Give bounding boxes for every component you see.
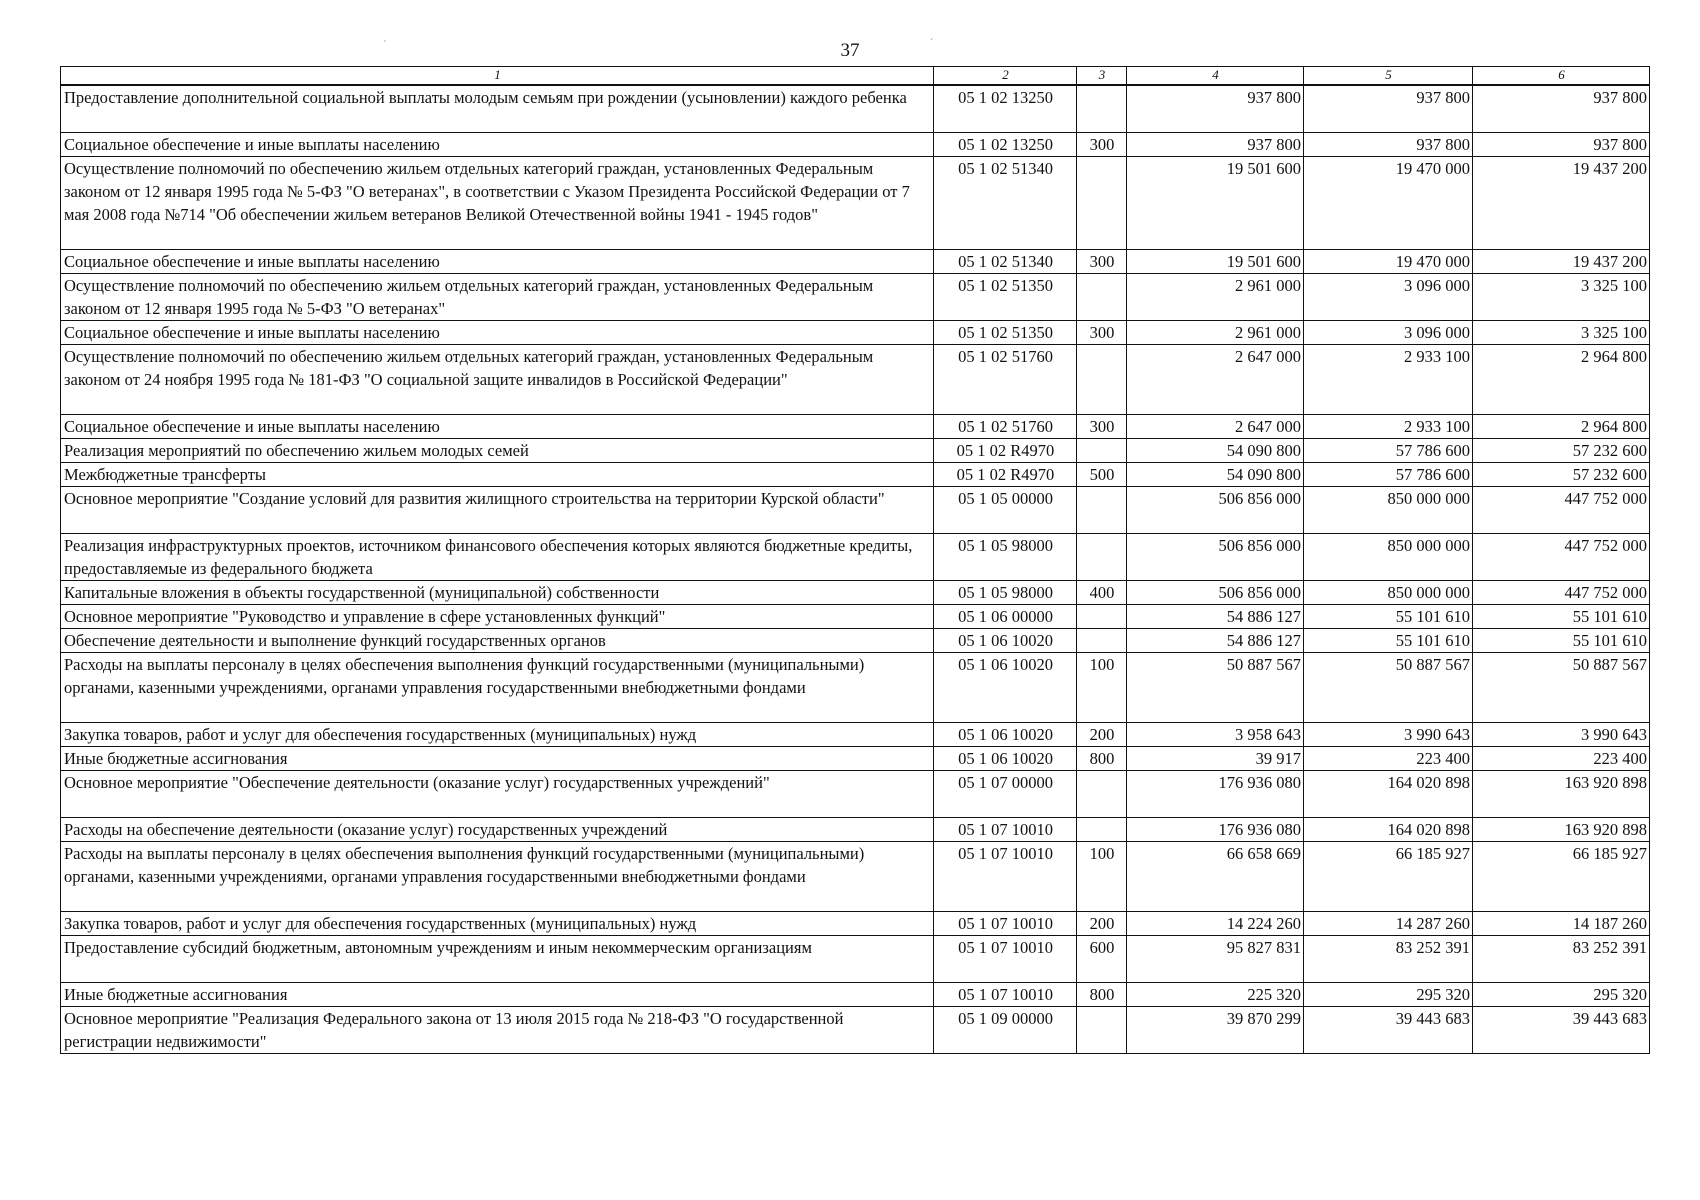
- table-row: [61, 771, 1650, 818]
- cell-code: 05 1 02 51350: [934, 321, 1077, 345]
- cell-name: Иные бюджетные ассигнования: [61, 983, 934, 1007]
- cell-value-5: 14 287 260: [1304, 912, 1473, 936]
- cell-value-4: 225 320: [1127, 983, 1304, 1007]
- table-row: [61, 534, 1650, 581]
- cell-value-4: 506 856 000: [1127, 534, 1304, 581]
- cell-value-5: 3 096 000: [1304, 274, 1473, 321]
- cell-value-5: 164 020 898: [1304, 771, 1473, 818]
- cell-code: 05 1 06 10020: [934, 653, 1077, 723]
- cell-type: 400: [1077, 581, 1127, 605]
- cell-code: 05 1 02 13250: [934, 85, 1077, 133]
- cell-value-5: 850 000 000: [1304, 534, 1473, 581]
- cell-value-6: 57 232 600: [1473, 439, 1650, 463]
- cell-type: [1077, 274, 1127, 321]
- cell-value-6: 937 800: [1473, 85, 1650, 133]
- cell-name: Расходы на выплаты персоналу в целях обеспечения выполнения функций государственными (муниципальными) органами, казенными учреждениями, органами управления государственными внебюджетными фондами: [61, 842, 934, 912]
- cell-type: 300: [1077, 133, 1127, 157]
- table-row: [61, 439, 1650, 463]
- cell-code: 05 1 07 10010: [934, 983, 1077, 1007]
- cell-value-5: 3 096 000: [1304, 321, 1473, 345]
- cell-code: 05 1 06 10020: [934, 747, 1077, 771]
- cell-type: 200: [1077, 723, 1127, 747]
- cell-value-4: 2 647 000: [1127, 415, 1304, 439]
- cell-value-6: 57 232 600: [1473, 463, 1650, 487]
- cell-value-6: 163 920 898: [1473, 771, 1650, 818]
- cell-value-6: 39 443 683: [1473, 1007, 1650, 1054]
- cell-value-5: 2 933 100: [1304, 415, 1473, 439]
- table-row: [61, 85, 1650, 133]
- cell-type: [1077, 487, 1127, 534]
- cell-value-6: 55 101 610: [1473, 629, 1650, 653]
- cell-name: Основное мероприятие "Обеспечение деятельности (оказание услуг) государственных учреждений": [61, 771, 934, 818]
- cell-value-6: 19 437 200: [1473, 250, 1650, 274]
- cell-type: 300: [1077, 250, 1127, 274]
- cell-value-6: 3 990 643: [1473, 723, 1650, 747]
- cell-value-6: 163 920 898: [1473, 818, 1650, 842]
- budget-table: [60, 66, 1650, 1054]
- cell-code: 05 1 05 98000: [934, 534, 1077, 581]
- cell-value-5: 295 320: [1304, 983, 1473, 1007]
- cell-value-4: 39 870 299: [1127, 1007, 1304, 1054]
- cell-code: 05 1 07 10010: [934, 818, 1077, 842]
- table-row: [61, 274, 1650, 321]
- cell-name: Социальное обеспечение и иные выплаты населению: [61, 250, 934, 274]
- cell-value-4: 2 647 000: [1127, 345, 1304, 415]
- table-row: [61, 842, 1650, 912]
- cell-value-6: 50 887 567: [1473, 653, 1650, 723]
- cell-name: Социальное обеспечение и иные выплаты населению: [61, 133, 934, 157]
- cell-name: Капитальные вложения в объекты государственной (муниципальной) собственности: [61, 581, 934, 605]
- table-row: [61, 463, 1650, 487]
- cell-value-4: 2 961 000: [1127, 274, 1304, 321]
- cell-value-4: 50 887 567: [1127, 653, 1304, 723]
- table-row: [61, 157, 1650, 250]
- cell-value-4: 3 958 643: [1127, 723, 1304, 747]
- cell-code: 05 1 02 R4970: [934, 439, 1077, 463]
- cell-value-6: 3 325 100: [1473, 321, 1650, 345]
- cell-code: 05 1 02 51340: [934, 250, 1077, 274]
- cell-value-4: 506 856 000: [1127, 487, 1304, 534]
- cell-code: 05 1 02 51760: [934, 415, 1077, 439]
- header-cell-3: 3: [1077, 67, 1127, 86]
- header-cell-2: 2: [934, 67, 1077, 86]
- cell-type: [1077, 85, 1127, 133]
- cell-value-6: 55 101 610: [1473, 605, 1650, 629]
- cell-value-5: 57 786 600: [1304, 439, 1473, 463]
- cell-value-4: 54 090 800: [1127, 463, 1304, 487]
- cell-name: Реализация мероприятий по обеспечению жильем молодых семей: [61, 439, 934, 463]
- cell-code: 05 1 06 10020: [934, 629, 1077, 653]
- cell-code: 05 1 05 00000: [934, 487, 1077, 534]
- cell-type: 100: [1077, 653, 1127, 723]
- cell-type: 500: [1077, 463, 1127, 487]
- cell-value-5: 19 470 000: [1304, 250, 1473, 274]
- cell-value-4: 66 658 669: [1127, 842, 1304, 912]
- cell-value-6: 295 320: [1473, 983, 1650, 1007]
- cell-value-5: 39 443 683: [1304, 1007, 1473, 1054]
- cell-value-6: 447 752 000: [1473, 581, 1650, 605]
- cell-code: 05 1 02 13250: [934, 133, 1077, 157]
- cell-name: Осуществление полномочий по обеспечению жильем отдельных категорий граждан, установленных Федеральным законом от 24 ноября 1995 года № 181-ФЗ "О социальной защите инвалидов в Российской Федерации": [61, 345, 934, 415]
- cell-code: 05 1 06 10020: [934, 723, 1077, 747]
- cell-value-4: 95 827 831: [1127, 936, 1304, 983]
- cell-value-6: 14 187 260: [1473, 912, 1650, 936]
- table-row: [61, 653, 1650, 723]
- table-row: [61, 629, 1650, 653]
- cell-type: 800: [1077, 747, 1127, 771]
- cell-value-6: 19 437 200: [1473, 157, 1650, 250]
- cell-value-5: 937 800: [1304, 133, 1473, 157]
- cell-value-5: 223 400: [1304, 747, 1473, 771]
- table-row: [61, 912, 1650, 936]
- cell-value-5: 3 990 643: [1304, 723, 1473, 747]
- cell-type: 200: [1077, 912, 1127, 936]
- cell-value-4: 54 886 127: [1127, 605, 1304, 629]
- table-row: [61, 487, 1650, 534]
- scan-speck: ˊ: [383, 40, 387, 51]
- cell-code: 05 1 02 R4970: [934, 463, 1077, 487]
- cell-value-5: 83 252 391: [1304, 936, 1473, 983]
- cell-name: Закупка товаров, работ и услуг для обеспечения государственных (муниципальных) нужд: [61, 723, 934, 747]
- cell-type: [1077, 157, 1127, 250]
- cell-code: 05 1 07 10010: [934, 912, 1077, 936]
- cell-name: Осуществление полномочий по обеспечению жильем отдельных категорий граждан, установленных Федеральным законом от 12 января 1995 года № 5-ФЗ "О ветеранах", в соответствии с Указом Президента Российской Федерации от 7 мая 2008 года №714 "Об обеспечении жильем ветеранов Великой Отечественной войны 1941 - 1945 годов": [61, 157, 934, 250]
- cell-name: Основное мероприятие "Руководство и управление в сфере установленных функций": [61, 605, 934, 629]
- cell-code: 05 1 06 00000: [934, 605, 1077, 629]
- table-row: [61, 747, 1650, 771]
- header-cell-5: 5: [1304, 67, 1473, 86]
- cell-code: 05 1 09 00000: [934, 1007, 1077, 1054]
- cell-value-5: 55 101 610: [1304, 629, 1473, 653]
- cell-value-4: 14 224 260: [1127, 912, 1304, 936]
- cell-name: Осуществление полномочий по обеспечению жильем отдельных категорий граждан, установленных Федеральным законом от 12 января 1995 года № 5-ФЗ "О ветеранах": [61, 274, 934, 321]
- cell-value-4: 19 501 600: [1127, 250, 1304, 274]
- cell-name: Основное мероприятие "Создание условий для развития жилищного строительства на территории Курской области": [61, 487, 934, 534]
- cell-code: 05 1 05 98000: [934, 581, 1077, 605]
- cell-value-6: 2 964 800: [1473, 345, 1650, 415]
- cell-value-4: 54 090 800: [1127, 439, 1304, 463]
- cell-value-4: 937 800: [1127, 133, 1304, 157]
- cell-name: Предоставление субсидий бюджетным, автономным учреждениям и иным некоммерческим организациям: [61, 936, 934, 983]
- cell-name: Расходы на выплаты персоналу в целях обеспечения выполнения функций государственными (муниципальными) органами, казенными учреждениями, органами управления государственными внебюджетными фондами: [61, 653, 934, 723]
- cell-code: 05 1 02 51350: [934, 274, 1077, 321]
- cell-value-4: 2 961 000: [1127, 321, 1304, 345]
- cell-name: Обеспечение деятельности и выполнение функций государственных органов: [61, 629, 934, 653]
- cell-type: [1077, 534, 1127, 581]
- cell-code: 05 1 02 51340: [934, 157, 1077, 250]
- cell-name: Предоставление дополнительной социальной выплаты молодым семьям при рождении (усыновлении) каждого ребенка: [61, 85, 934, 133]
- table-row: [61, 321, 1650, 345]
- cell-type: 800: [1077, 983, 1127, 1007]
- scan-speck: ˊ: [930, 38, 934, 49]
- cell-type: 100: [1077, 842, 1127, 912]
- cell-value-5: 850 000 000: [1304, 487, 1473, 534]
- cell-value-6: 223 400: [1473, 747, 1650, 771]
- cell-value-5: 164 020 898: [1304, 818, 1473, 842]
- cell-value-5: 57 786 600: [1304, 463, 1473, 487]
- table-row: [61, 133, 1650, 157]
- cell-type: [1077, 1007, 1127, 1054]
- cell-value-6: 3 325 100: [1473, 274, 1650, 321]
- cell-name: Закупка товаров, работ и услуг для обеспечения государственных (муниципальных) нужд: [61, 912, 934, 936]
- cell-value-5: 19 470 000: [1304, 157, 1473, 250]
- cell-value-6: 937 800: [1473, 133, 1650, 157]
- header-row: [61, 67, 1650, 86]
- cell-value-5: 850 000 000: [1304, 581, 1473, 605]
- cell-value-5: 937 800: [1304, 85, 1473, 133]
- cell-type: [1077, 629, 1127, 653]
- cell-value-4: 39 917: [1127, 747, 1304, 771]
- cell-value-4: 506 856 000: [1127, 581, 1304, 605]
- cell-type: [1077, 439, 1127, 463]
- cell-type: [1077, 818, 1127, 842]
- cell-name: Социальное обеспечение и иные выплаты населению: [61, 321, 934, 345]
- table-row: [61, 345, 1650, 415]
- cell-value-6: 2 964 800: [1473, 415, 1650, 439]
- table-row: [61, 581, 1650, 605]
- cell-code: 05 1 02 51760: [934, 345, 1077, 415]
- cell-type: 300: [1077, 321, 1127, 345]
- cell-value-5: 50 887 567: [1304, 653, 1473, 723]
- cell-name: Социальное обеспечение и иные выплаты населению: [61, 415, 934, 439]
- table-row: [61, 818, 1650, 842]
- cell-name: Межбюджетные трансферты: [61, 463, 934, 487]
- cell-code: 05 1 07 10010: [934, 936, 1077, 983]
- cell-type: [1077, 345, 1127, 415]
- table-row: [61, 1007, 1650, 1054]
- header-cell-6: 6: [1473, 67, 1650, 86]
- cell-name: Расходы на обеспечение деятельности (оказание услуг) государственных учреждений: [61, 818, 934, 842]
- cell-type: 600: [1077, 936, 1127, 983]
- cell-name: Иные бюджетные ассигнования: [61, 747, 934, 771]
- cell-type: [1077, 771, 1127, 818]
- cell-value-4: 176 936 080: [1127, 818, 1304, 842]
- header-cell-4: 4: [1127, 67, 1304, 86]
- cell-value-5: 66 185 927: [1304, 842, 1473, 912]
- table-row: [61, 415, 1650, 439]
- cell-value-4: 176 936 080: [1127, 771, 1304, 818]
- table-row: [61, 936, 1650, 983]
- cell-value-6: 66 185 927: [1473, 842, 1650, 912]
- table-row: [61, 250, 1650, 274]
- cell-code: 05 1 07 10010: [934, 842, 1077, 912]
- cell-value-6: 447 752 000: [1473, 534, 1650, 581]
- cell-value-5: 55 101 610: [1304, 605, 1473, 629]
- cell-type: 300: [1077, 415, 1127, 439]
- cell-type: [1077, 605, 1127, 629]
- cell-value-6: 447 752 000: [1473, 487, 1650, 534]
- table-row: [61, 605, 1650, 629]
- cell-code: 05 1 07 00000: [934, 771, 1077, 818]
- cell-name: Реализация инфраструктурных проектов, источником финансового обеспечения которых являются бюджетные кредиты, предоставляемые из федерального бюджета: [61, 534, 934, 581]
- cell-value-4: 19 501 600: [1127, 157, 1304, 250]
- cell-value-5: 2 933 100: [1304, 345, 1473, 415]
- cell-value-4: 937 800: [1127, 85, 1304, 133]
- cell-name: Основное мероприятие "Реализация Федерального закона от 13 июля 2015 года № 218-ФЗ "О государственной регистрации недвижимости": [61, 1007, 934, 1054]
- header-cell-1: 1: [61, 67, 934, 86]
- table-row: [61, 723, 1650, 747]
- cell-value-4: 54 886 127: [1127, 629, 1304, 653]
- table-row: [61, 983, 1650, 1007]
- page-number: 37: [840, 40, 860, 61]
- cell-value-6: 83 252 391: [1473, 936, 1650, 983]
